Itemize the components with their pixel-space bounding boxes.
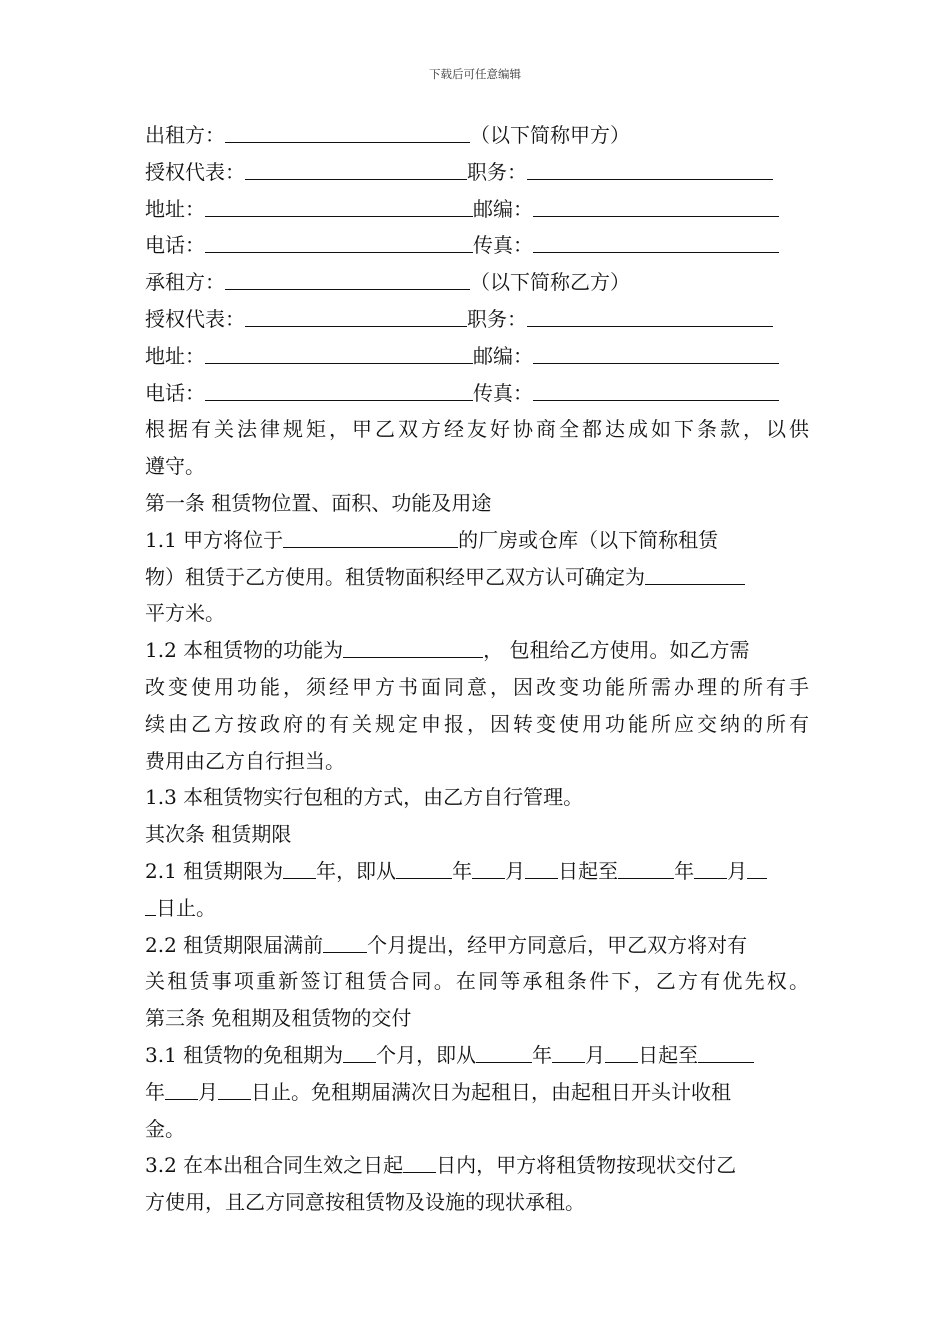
start-year-blank[interactable] [396,858,452,879]
function-blank[interactable] [343,637,483,658]
lessor-rep-line [145,154,809,191]
clause-text: 2.1 租赁期限为 [145,858,284,883]
location-blank[interactable] [283,527,458,548]
free-end-month-blank[interactable] [165,1079,198,1100]
lessor-title-blank[interactable] [527,159,773,180]
year-label: 年 [532,1042,553,1067]
lessor-label: 出租方： [145,123,225,147]
preamble-line-1: 根据有关法律规矩，甲乙双方经友好协商全都达成如下条款，以供 [145,417,809,442]
fax-label: 传真： [473,380,533,405]
lessor-postcode-blank[interactable] [533,196,779,217]
lessee-title-blank[interactable] [527,306,773,327]
lessor-phone-blank[interactable] [205,232,473,253]
clause-text: 日起至 [638,1042,699,1067]
clause-3-1-line-3: 金。 [145,1116,185,1141]
clause-text: 日内，甲方将租赁物按现状交付乙 [436,1153,737,1178]
clause-text: 物）租赁于乙方使用。租赁物面积经甲乙双方认可确定为 [145,564,645,589]
lessor-name-blank[interactable] [225,122,470,143]
month-label: 月 [505,858,526,883]
lessee-phone-line [145,375,809,412]
article-1-heading: 第一条 租赁物位置、面积、功能及用途 [145,490,492,515]
clause-text: 3.2 在本出租合同生效之日起 [145,1153,404,1178]
lessee-label: 承租方： [145,270,225,295]
start-month-blank[interactable] [472,858,505,879]
clause-3-2-line-1 [145,1147,809,1184]
clause-text: 日起至 [558,858,619,883]
clause-1-2-line-4: 费用由乙方自行担当。 [145,748,345,773]
lessor-suffix: （以下简称甲方） [470,123,630,147]
clause-text: 1.2 本租赁物的功能为 [145,638,344,663]
lessee-rep-line [145,301,809,338]
free-start-day-blank[interactable] [605,1042,638,1063]
year-label: 年 [452,858,473,883]
lessee-line [145,264,809,301]
contract-body [145,117,809,1221]
start-day-blank[interactable] [525,858,558,879]
lessor-phone-line [145,227,809,264]
clause-text: 个月提出，经甲方同意后，甲乙双方将对有 [367,932,748,957]
notice-months-blank[interactable] [323,932,367,953]
postcode-label: 邮编： [473,343,533,368]
clause-1-1-line-1 [145,522,809,559]
clause-1-2-line-1 [145,632,809,669]
free-end-day-blank[interactable] [218,1079,251,1100]
lessor-line [145,117,809,154]
address-label: 地址： [145,196,205,221]
clause-2-2-line-2: 关租赁事项重新签订租赁合同。在同等承租条件下，乙方有优先权。 [145,969,809,994]
clause-text: 3.1 租赁物的免租期为 [145,1042,344,1067]
fax-label: 传真： [473,233,533,258]
lessee-rep-blank[interactable] [245,306,467,327]
free-end-year-blank[interactable] [698,1042,754,1063]
clause-2-1-line-1 [145,853,809,890]
page-header: 下载后可任意编辑 [429,67,521,81]
postcode-label: 邮编： [473,196,533,221]
clause-1-2-line-3: 续由乙方按政府的有关规定申报，因转变使用功能所应交纳的所有 [145,711,809,736]
lessor-rep-blank[interactable] [245,159,467,180]
clause-text: 日止。 [156,895,216,920]
end-month-blank[interactable] [694,858,727,879]
lessee-phone-blank[interactable] [205,380,473,401]
rep-label: 授权代表： [145,306,245,331]
free-months-blank[interactable] [343,1042,376,1063]
clause-text: 2.2 租赁期限届满前 [145,932,324,957]
article-2-heading: 其次条 租赁期限 [145,822,292,847]
clause-2-1-line-2 [145,890,809,927]
lessee-suffix: （以下简称乙方） [470,270,630,295]
lessee-address-blank[interactable] [205,343,473,364]
clause-text: ， 包租给乙方使用。如乙方需 [483,638,750,663]
free-start-month-blank[interactable] [552,1042,585,1063]
end-day-blank-part-2[interactable] [145,895,156,916]
clause-text: 的厂房或仓库（以下简称租赁 [458,527,719,552]
lessee-fax-blank[interactable] [533,380,779,401]
month-label: 月 [198,1079,218,1104]
lessor-fax-blank[interactable] [533,232,779,253]
title-label: 职务： [467,306,527,331]
year-label: 年 [145,1079,165,1104]
address-label: 地址： [145,343,205,368]
clause-2-2-line-1 [145,927,809,964]
free-start-year-blank[interactable] [476,1042,532,1063]
end-year-blank[interactable] [618,858,674,879]
term-years-blank[interactable] [283,858,316,879]
lessor-address-line [145,191,809,228]
clause-text: 日止。免租期届满次日为起租日，由起租日开头计收租 [251,1079,731,1104]
clause-1-2-line-2: 改变使用功能，须经甲方书面同意，因改变功能所需办理的所有手 [145,674,809,699]
lessee-address-line [145,338,809,375]
preamble-line-2: 遵守。 [145,454,205,479]
clause-text: 个月，即从 [376,1042,477,1067]
delivery-days-blank[interactable] [403,1152,436,1173]
clause-1-1-line-3: 平方米。 [145,601,225,626]
article-3-heading: 第三条 免租期及租赁物的交付 [145,1006,412,1031]
lessee-postcode-blank[interactable] [533,343,779,364]
month-label: 月 [727,858,748,883]
title-label: 职务： [467,159,527,184]
rep-label: 授权代表： [145,159,245,184]
lessor-address-blank[interactable] [205,196,473,217]
area-blank[interactable] [645,564,745,585]
month-label: 月 [585,1042,606,1067]
clause-text: 1.1 甲方将位于 [145,527,284,552]
clause-3-2-line-2: 方使用，且乙方同意按租赁物及设施的现状承租。 [145,1190,585,1215]
clause-1-1-line-2 [145,559,809,596]
lessee-name-blank[interactable] [225,269,470,290]
clause-1-3: 1.3 本租赁物实行包租的方式，由乙方自行管理。 [145,785,584,810]
clause-3-1-line-1 [145,1037,809,1074]
clause-text: 年，即从 [316,858,397,883]
end-day-blank-part-1[interactable] [747,858,767,879]
clause-3-1-line-2 [145,1074,809,1111]
year-label: 年 [674,858,695,883]
phone-label: 电话： [145,380,205,405]
phone-label: 电话： [145,233,205,258]
